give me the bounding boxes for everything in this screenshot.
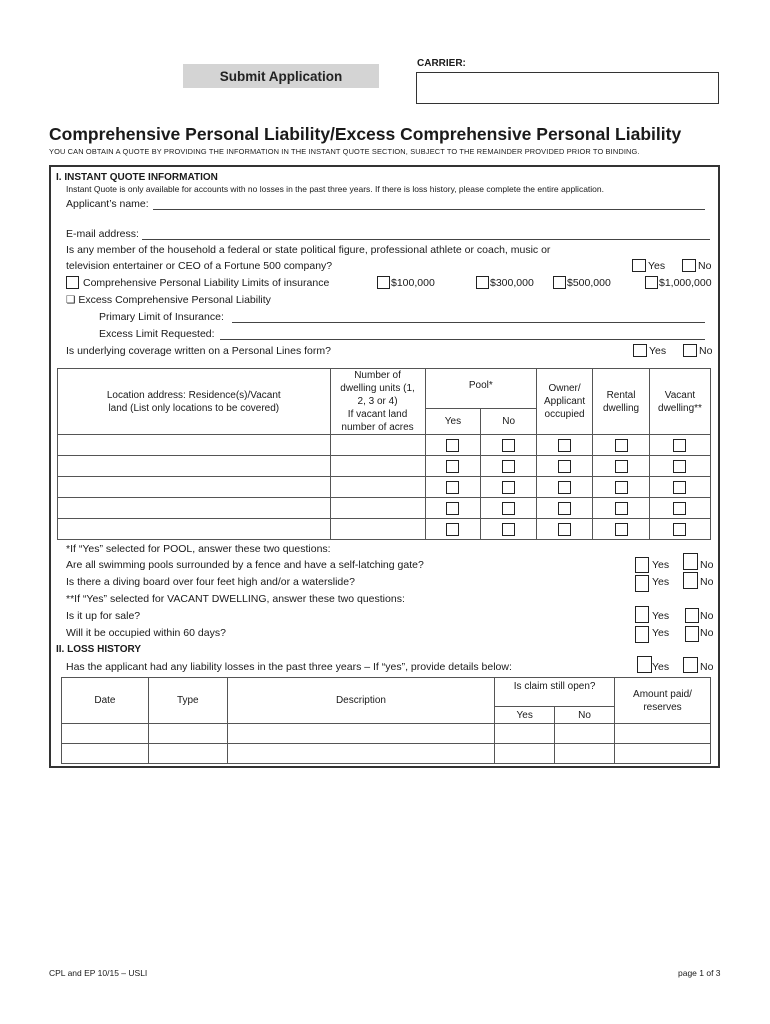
location-address-cell[interactable]	[58, 435, 331, 456]
pool-no-cell[interactable]	[481, 519, 537, 540]
owner-occupied-checkbox[interactable]	[558, 502, 571, 515]
limit-300k-label: $300,000	[490, 277, 534, 289]
pool-yes-cell[interactable]	[425, 456, 481, 477]
occupied-yes-checkbox[interactable]	[635, 626, 649, 643]
pool-yes-cell[interactable]	[425, 519, 481, 540]
col-date: Date	[62, 678, 149, 724]
excess-limit-label: Excess Limit Requested:	[99, 328, 215, 340]
underlying-yes-label: Yes	[649, 345, 667, 357]
occupied-yes-label: Yes	[652, 627, 670, 639]
col-amount-paid: Amount paid/ reserves	[615, 678, 711, 724]
instant-quote-heading: I. INSTANT QUOTE INFORMATION	[56, 172, 218, 183]
excess-label: ❏ Excess Comprehensive Personal Liability	[66, 294, 271, 306]
vacant-dwelling-checkbox[interactable]	[673, 481, 686, 494]
loss-row	[62, 744, 711, 764]
col-pool-yes: Yes	[425, 408, 481, 435]
pool-note: *If “Yes” selected for POOL, answer these two questions:	[66, 543, 331, 555]
claim-open-no-cell[interactable]	[555, 724, 615, 744]
fence-yes-checkbox[interactable]	[635, 557, 649, 573]
date-cell[interactable]	[62, 744, 149, 764]
political-no-checkbox[interactable]	[682, 259, 696, 272]
type-cell[interactable]	[148, 724, 227, 744]
pool-no-cell[interactable]	[481, 435, 537, 456]
limit-300k-checkbox[interactable]	[476, 276, 489, 289]
limit-100k-label: $100,000	[391, 277, 435, 289]
location-row	[58, 435, 711, 456]
diving-yes-checkbox[interactable]	[635, 575, 649, 592]
sale-yes-checkbox[interactable]	[635, 606, 649, 623]
pool-no-cell[interactable]	[481, 477, 537, 498]
owner-occupied-cell[interactable]	[537, 435, 593, 456]
sale-no-checkbox[interactable]	[685, 608, 699, 623]
location-address-cell[interactable]	[58, 456, 331, 477]
cpl-label: Comprehensive Personal Liability Limits of insurance	[83, 277, 330, 289]
pool-no-cell[interactable]	[481, 456, 537, 477]
loss-history-heading: II. LOSS HISTORY	[56, 644, 142, 655]
location-row	[58, 519, 711, 540]
pool-no-checkbox[interactable]	[502, 439, 515, 452]
political-yes-checkbox[interactable]	[632, 259, 646, 272]
col-pool: Pool*	[425, 369, 537, 409]
vacant-dwelling-cell[interactable]	[649, 456, 710, 477]
limit-500k-label: $500,000	[567, 277, 611, 289]
dwelling-units-cell[interactable]	[330, 498, 425, 519]
dwelling-units-cell[interactable]	[330, 456, 425, 477]
col-vacant-dwelling: Vacant dwelling**	[649, 369, 710, 435]
col-claim-open-yes: Yes	[495, 707, 555, 724]
loss-question: Has the applicant had any liability losses in the past three years – If “yes”, provide details below:	[66, 661, 512, 673]
description-cell[interactable]	[227, 724, 495, 744]
occupied-no-checkbox[interactable]	[685, 626, 699, 642]
submit-application-button[interactable]: Submit Application	[183, 64, 379, 88]
diving-question: Is there a diving board over four feet high and/or a waterslide?	[66, 576, 355, 588]
location-address-cell[interactable]	[58, 498, 331, 519]
rental-dwelling-cell[interactable]	[593, 477, 650, 498]
location-row	[58, 456, 711, 477]
diving-no-label: No	[700, 576, 714, 588]
location-address-cell[interactable]	[58, 477, 331, 498]
vacant-dwelling-cell[interactable]	[649, 435, 710, 456]
owner-occupied-cell[interactable]	[537, 498, 593, 519]
date-cell[interactable]	[62, 724, 149, 744]
pool-yes-cell[interactable]	[425, 498, 481, 519]
claim-open-no-cell[interactable]	[555, 744, 615, 764]
col-acres: If vacant land number of acres	[330, 408, 425, 435]
limit-1m-label: $1,000,000	[659, 277, 712, 289]
primary-limit-field[interactable]	[232, 322, 705, 323]
rental-dwelling-checkbox[interactable]	[615, 439, 628, 452]
political-question-line2: television entertainer or CEO of a Fortune 500 company?	[66, 260, 333, 272]
form-subtitle: YOU CAN OBTAIN A QUOTE BY PROVIDING THE INFORMATION IN THE INSTANT QUOTE SECTION, SUBJECT TO THE REMAINDER PROVIDED PRIOR TO BINDING.	[49, 147, 640, 156]
owner-occupied-cell[interactable]	[537, 456, 593, 477]
political-yes-label: Yes	[648, 260, 666, 272]
locations-table	[57, 368, 711, 540]
col-location-address: Location address: Residence(s)/Vacant land (List only locations to be covered)	[58, 369, 331, 435]
carrier-label: CARRIER:	[417, 58, 466, 69]
fence-question: Are all swimming pools surrounded by a fence and have a self-latching gate?	[66, 559, 424, 571]
pool-yes-checkbox[interactable]	[446, 502, 459, 515]
owner-occupied-checkbox[interactable]	[558, 481, 571, 494]
location-row	[58, 477, 711, 498]
limit-1m-checkbox[interactable]	[645, 276, 658, 289]
amount-paid-cell[interactable]	[615, 744, 711, 764]
dwelling-units-cell[interactable]	[330, 435, 425, 456]
footer-form-id: CPL and EP 10/15 – USLI	[49, 968, 148, 978]
col-claim-open-no: No	[555, 707, 615, 724]
col-claim-open: Is claim still open?	[495, 678, 615, 707]
col-description: Description	[227, 678, 495, 724]
type-cell[interactable]	[148, 744, 227, 764]
rental-dwelling-cell[interactable]	[593, 498, 650, 519]
underlying-question: Is underlying coverage written on a Personal Lines form?	[66, 345, 331, 357]
instant-quote-note: Instant Quote is only available for accounts with no losses in the past three years. If there is loss history, please complete the entire application.	[66, 184, 604, 194]
dwelling-units-cell[interactable]	[330, 519, 425, 540]
rental-dwelling-cell[interactable]	[593, 435, 650, 456]
loss-no-checkbox[interactable]	[683, 657, 698, 673]
owner-occupied-cell[interactable]	[537, 519, 593, 540]
claim-open-yes-cell[interactable]	[495, 724, 555, 744]
rental-dwelling-checkbox[interactable]	[615, 502, 628, 515]
diving-no-checkbox[interactable]	[683, 572, 698, 589]
email-field[interactable]	[142, 239, 710, 240]
cpl-checkbox[interactable]	[66, 276, 79, 289]
location-address-cell[interactable]	[58, 519, 331, 540]
underlying-no-label: No	[699, 345, 713, 357]
rental-dwelling-checkbox[interactable]	[615, 481, 628, 494]
pool-yes-checkbox[interactable]	[446, 439, 459, 452]
col-owner-occupied: Owner/ Applicant occupied	[537, 369, 593, 435]
fence-no-checkbox[interactable]	[683, 553, 698, 570]
rental-dwelling-checkbox[interactable]	[615, 460, 628, 473]
sale-no-label: No	[700, 610, 714, 622]
email-label: E-mail address:	[66, 228, 139, 240]
location-row	[58, 498, 711, 519]
pool-yes-cell[interactable]	[425, 435, 481, 456]
owner-occupied-cell[interactable]	[537, 477, 593, 498]
limit-100k-checkbox[interactable]	[377, 276, 390, 289]
vacant-note: **If “Yes” selected for VACANT DWELLING, answer these two questions:	[66, 593, 405, 605]
pool-yes-checkbox[interactable]	[446, 460, 459, 473]
amount-paid-cell[interactable]	[615, 724, 711, 744]
pool-yes-checkbox[interactable]	[446, 481, 459, 494]
rental-dwelling-cell[interactable]	[593, 456, 650, 477]
underlying-yes-checkbox[interactable]	[633, 344, 647, 357]
limit-500k-checkbox[interactable]	[553, 276, 566, 289]
occupied-question: Will it be occupied within 60 days?	[66, 627, 226, 639]
pool-no-checkbox[interactable]	[502, 481, 515, 494]
owner-occupied-checkbox[interactable]	[558, 523, 571, 536]
primary-limit-label: Primary Limit of Insurance:	[99, 311, 224, 323]
rental-dwelling-checkbox[interactable]	[615, 523, 628, 536]
form-title: Comprehensive Personal Liability/Excess Comprehensive Personal Liability	[49, 124, 682, 144]
loss-no-label: No	[700, 661, 714, 673]
pool-yes-checkbox[interactable]	[446, 523, 459, 536]
col-type: Type	[148, 678, 227, 724]
excess-limit-field[interactable]	[220, 339, 705, 340]
rental-dwelling-cell[interactable]	[593, 519, 650, 540]
owner-occupied-checkbox[interactable]	[558, 460, 571, 473]
pool-no-checkbox[interactable]	[502, 460, 515, 473]
fence-no-label: No	[700, 559, 714, 571]
vacant-dwelling-cell[interactable]	[649, 477, 710, 498]
vacant-dwelling-cell[interactable]	[649, 498, 710, 519]
col-rental-dwelling: Rental dwelling	[593, 369, 650, 435]
pool-no-checkbox[interactable]	[502, 502, 515, 515]
pool-yes-cell[interactable]	[425, 477, 481, 498]
applicant-name-label: Applicant’s name:	[66, 198, 149, 210]
diving-yes-label: Yes	[652, 576, 670, 588]
applicant-name-field[interactable]	[153, 209, 705, 210]
carrier-field[interactable]	[416, 72, 719, 104]
col-pool-no: No	[481, 408, 537, 435]
sale-question: Is it up for sale?	[66, 610, 141, 622]
political-question-line1: Is any member of the household a federal or state political figure, professional athlete or coach, music or	[66, 244, 551, 256]
claim-open-yes-cell[interactable]	[495, 744, 555, 764]
vacant-dwelling-checkbox[interactable]	[673, 523, 686, 536]
sale-yes-label: Yes	[652, 610, 670, 622]
loss-row	[62, 724, 711, 744]
description-cell[interactable]	[227, 744, 495, 764]
vacant-dwelling-checkbox[interactable]	[673, 502, 686, 515]
fence-yes-label: Yes	[652, 559, 670, 571]
vacant-dwelling-checkbox[interactable]	[673, 460, 686, 473]
owner-occupied-checkbox[interactable]	[558, 439, 571, 452]
dwelling-units-cell[interactable]	[330, 477, 425, 498]
political-no-label: No	[698, 260, 712, 272]
loss-history-table	[61, 677, 711, 764]
occupied-no-label: No	[700, 627, 714, 639]
loss-yes-checkbox[interactable]	[637, 656, 652, 673]
footer-page-number: page 1 of 3	[678, 968, 721, 978]
loss-yes-label: Yes	[652, 661, 670, 673]
vacant-dwelling-checkbox[interactable]	[673, 439, 686, 452]
underlying-no-checkbox[interactable]	[683, 344, 697, 357]
vacant-dwelling-cell[interactable]	[649, 519, 710, 540]
col-dwelling-units: Number of dwelling units (1, 2, 3 or 4)	[330, 369, 425, 409]
pool-no-cell[interactable]	[481, 498, 537, 519]
pool-no-checkbox[interactable]	[502, 523, 515, 536]
